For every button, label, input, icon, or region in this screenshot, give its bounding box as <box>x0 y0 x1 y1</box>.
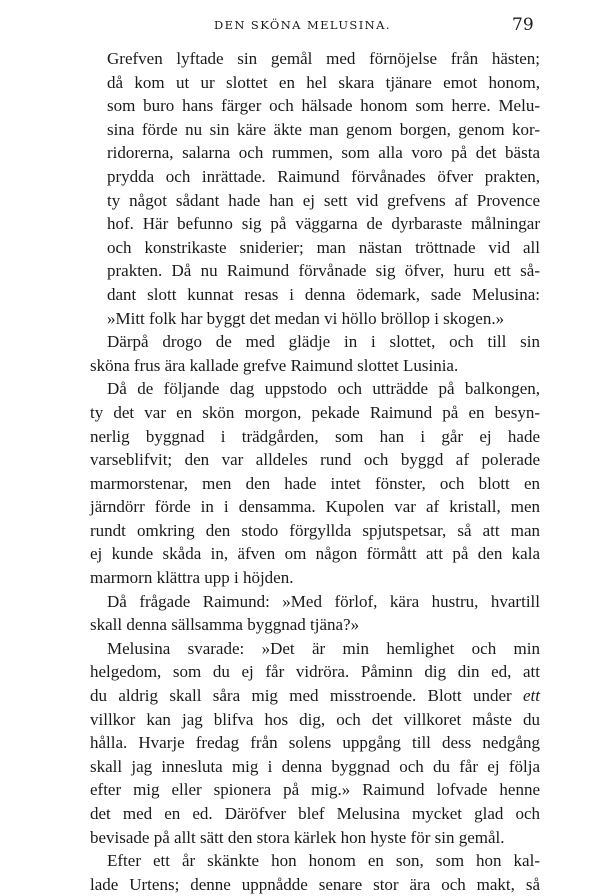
text-line: »Mitt folk har byggt det medan vi höllo bröllop i skogen.» <box>107 308 505 328</box>
text-line: hof. Här befunno sig på väggarna de dyrbaraste målningar <box>107 214 540 234</box>
page-number: 79 <box>512 15 534 35</box>
paragraph <box>90 377 540 589</box>
paragraph <box>90 590 540 637</box>
text-line: varseblifvit; den var alldeles rund och byggd af polerade <box>90 450 540 470</box>
text-line: Då frågade Raimund: »Med förlof, kära hustru, hvartill <box>107 591 540 611</box>
text-line: ty något sådant hade han ej sett vid grefvens af Provence <box>107 190 540 210</box>
text-line <box>90 684 540 708</box>
paragraph <box>90 849 540 896</box>
text-line: rundt omkring den stodo förgyllda spjutspetsar, så att man <box>90 520 540 540</box>
text-line: lade Urtens; denne uppnådde senare stor ära och makt, så <box>90 874 540 894</box>
text-line: Därpå drogo de med glädje in i slottet, och till sin <box>107 332 540 352</box>
body-text <box>90 47 540 896</box>
text-line: efter mig eller spionera på mig.» Raimund lofvade henne <box>90 780 540 800</box>
text-line: ej kunde skåda in, äfven om någon förmått att på den kala <box>90 544 540 564</box>
text-line: Efter ett år skänkte hon honom en son, som hon kal- <box>107 851 540 871</box>
emphasized-word: ett <box>523 686 540 706</box>
paragraph <box>90 47 540 330</box>
text-line: marmorn klättra upp i höjden. <box>90 568 294 588</box>
text-line: då kom ut ur slottet en hel skara tjänare emot honom, <box>107 72 540 92</box>
text-line: sina förde nu sin käre äkte man genom borgen, genom kor- <box>107 119 540 139</box>
text-line: och konstrikaste sniderier; man nästan tröttnade vid all <box>107 237 540 257</box>
text-line: som buro hans färger och hälsade honom som herre. Melu- <box>107 96 540 116</box>
text-line: skall jag innesluta mig i denna byggnad och du får ej följa <box>90 756 540 776</box>
text-line: bevisade på allt sätt den stora kärlek hon hyste för sin gemål. <box>90 827 505 847</box>
text-line: sköna frus ära kallade grefve Raimund slottet Lusinia. <box>90 355 459 375</box>
text-line: Melusina svarade: »Det är min hemlighet och min <box>107 638 540 658</box>
text-line: prydda och inrättade. Raimund förvånades öfver prakten, <box>107 166 540 186</box>
text-line-segment: du aldrig skall såra mig med misstroende. Blott under <box>90 686 512 706</box>
text-line: nerlig byggnad i trädgården, som han i går ej hade <box>90 426 540 446</box>
text-line: dant slott kunnat resas i denna ödemark, sade Melusina: <box>107 284 540 304</box>
text-line: marmorstenar, men den hade intet fönster, och blott en <box>90 473 540 493</box>
text-line: skall denna sällsamma byggnad tjäna?» <box>90 615 360 635</box>
text-line: järndörr förde in i densamma. Kupolen var af kristall, men <box>90 497 540 517</box>
text-line: helgedom, som du ej får vidröra. Påminn dig din ed, att <box>90 662 540 682</box>
running-title: DEN SKÖNA MELUSINA. <box>214 18 391 32</box>
text-line: villkor kan jag blifva hos dig, och det villkoret måste du <box>90 709 540 729</box>
text-line: hålla. Hvarje fredag från solens uppgång till dess nedgång <box>90 733 540 753</box>
paragraph <box>90 330 540 377</box>
text-line: ridorerna, salarna och rummen, som alla voro på det bästa <box>107 143 540 163</box>
text-line: ty det var en skön morgon, pekade Raimund på en besyn- <box>90 402 540 422</box>
running-head <box>0 15 600 40</box>
paragraph <box>90 637 540 849</box>
text-line: prakten. Då nu Raimund förvånade sig öfver, huru ett så- <box>107 261 540 281</box>
text-line: Grefven lyftade sin gemål med förnöjelse från hästen; <box>107 49 540 68</box>
text-line: Då de följande dag uppstodo och utträdde på balkongen, <box>107 379 540 399</box>
text-line: det med en ed. Däröfver blef Melusina mycket glad och <box>90 804 540 823</box>
